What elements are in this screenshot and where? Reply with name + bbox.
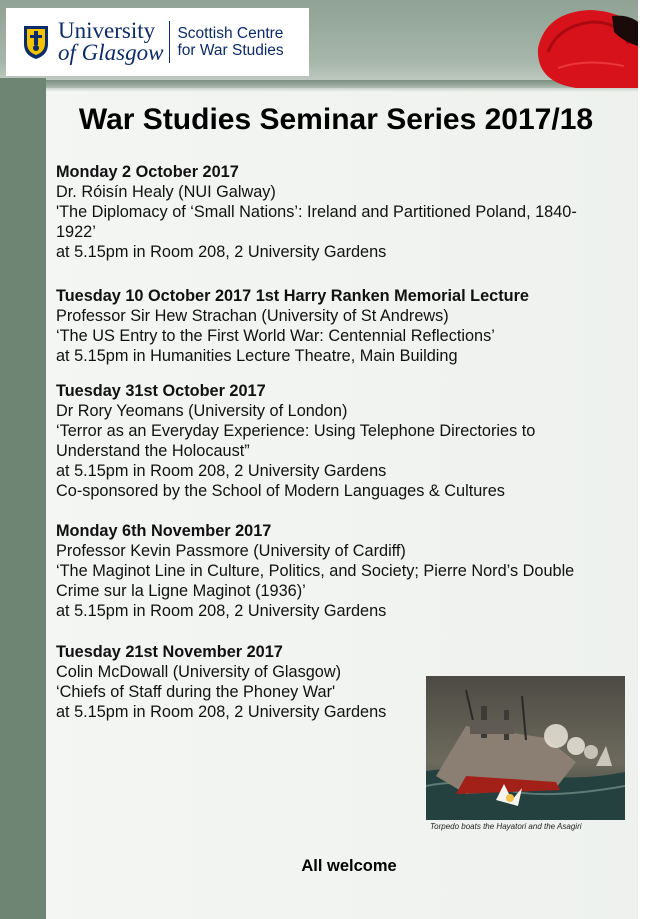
seminar-item — [56, 381, 636, 501]
crest-icon — [22, 24, 50, 60]
left-sidebar-band — [0, 78, 46, 919]
seminar-speaker: Professor Sir Hew Strachan (University of St Andrews) — [56, 307, 449, 325]
seminar-date: Tuesday 31st October 2017 — [56, 382, 266, 400]
seminar-note: Co-sponsored by the School of Modern Languages & Cultures — [56, 482, 505, 500]
seminar-item — [56, 286, 636, 366]
seminar-speaker: Colin McDowall (University of Glasgow) — [56, 663, 341, 681]
seminar-title-line2: Understand the Holocaust” — [56, 442, 250, 460]
university-name — [58, 20, 163, 64]
poppy-icon — [528, 8, 638, 88]
centre-name-line2: for War Studies — [177, 42, 284, 59]
image-caption: Torpedo boats the Hayatori and the Asagiri — [430, 822, 582, 831]
right-margin — [638, 0, 650, 919]
seminar-title-line1: 'The Diplomacy of ‘Small Nations’: Ireland and Partitioned Poland, 1840- — [56, 203, 577, 221]
seminar-venue: at 5.15pm in Room 208, 2 University Gardens — [56, 703, 387, 721]
seminar-title-line1: ‘The US Entry to the First World War: Centennial Reflections’ — [56, 327, 495, 345]
seminar-venue: at 5.15pm in Room 208, 2 University Gardens — [56, 243, 387, 261]
seminar-date: Tuesday 10 October 2017 1st Harry Ranken Memorial Lecture — [56, 287, 529, 305]
university-name-line2: of Glasgow — [58, 40, 164, 65]
centre-name — [177, 25, 283, 59]
university-name-line1: University — [58, 18, 156, 43]
seminar-date: Monday 2 October 2017 — [56, 163, 239, 181]
seminar-venue: at 5.15pm in Humanities Lecture Theatre, Main Building — [56, 347, 458, 365]
seminar-title-line2: 1922’ — [56, 223, 96, 241]
seminar-title-line1: ‘Chiefs of Staff during the Phoney War' — [56, 683, 336, 701]
centre-name-line1: Scottish Centre — [177, 25, 284, 42]
seminar-item — [56, 162, 636, 262]
seminar-title-line2: Crime sur la Ligne Maginot (1936)’ — [56, 582, 306, 600]
seminar-title-line1: ‘Terror as an Everyday Experience: Using Telephone Directories to — [56, 422, 536, 440]
university-logo — [6, 8, 309, 76]
footer-welcome: All welcome — [301, 857, 397, 875]
warship-painting — [426, 676, 625, 820]
seminar-speaker: Professor Kevin Passmore (University of Cardiff) — [56, 542, 406, 560]
seminar-title-line1: ‘The Maginot Line in Culture, Politics, and Society; Pierre Nord’s Double — [56, 562, 575, 580]
seminar-speaker: Dr. Róisín Healy (NUI Galway) — [56, 183, 276, 201]
seminar-date: Monday 6th November 2017 — [56, 522, 272, 540]
seminar-venue: at 5.15pm in Room 208, 2 University Gardens — [56, 462, 387, 480]
page-title: War Studies Seminar Series 2017/18 — [78, 103, 594, 136]
seminar-venue: at 5.15pm in Room 208, 2 University Gardens — [56, 602, 387, 620]
seminar-speaker: Dr Rory Yeomans (University of London) — [56, 402, 348, 420]
logo-divider — [169, 21, 170, 63]
seminar-item — [56, 521, 636, 621]
seminar-date: Tuesday 21st November 2017 — [56, 643, 283, 661]
